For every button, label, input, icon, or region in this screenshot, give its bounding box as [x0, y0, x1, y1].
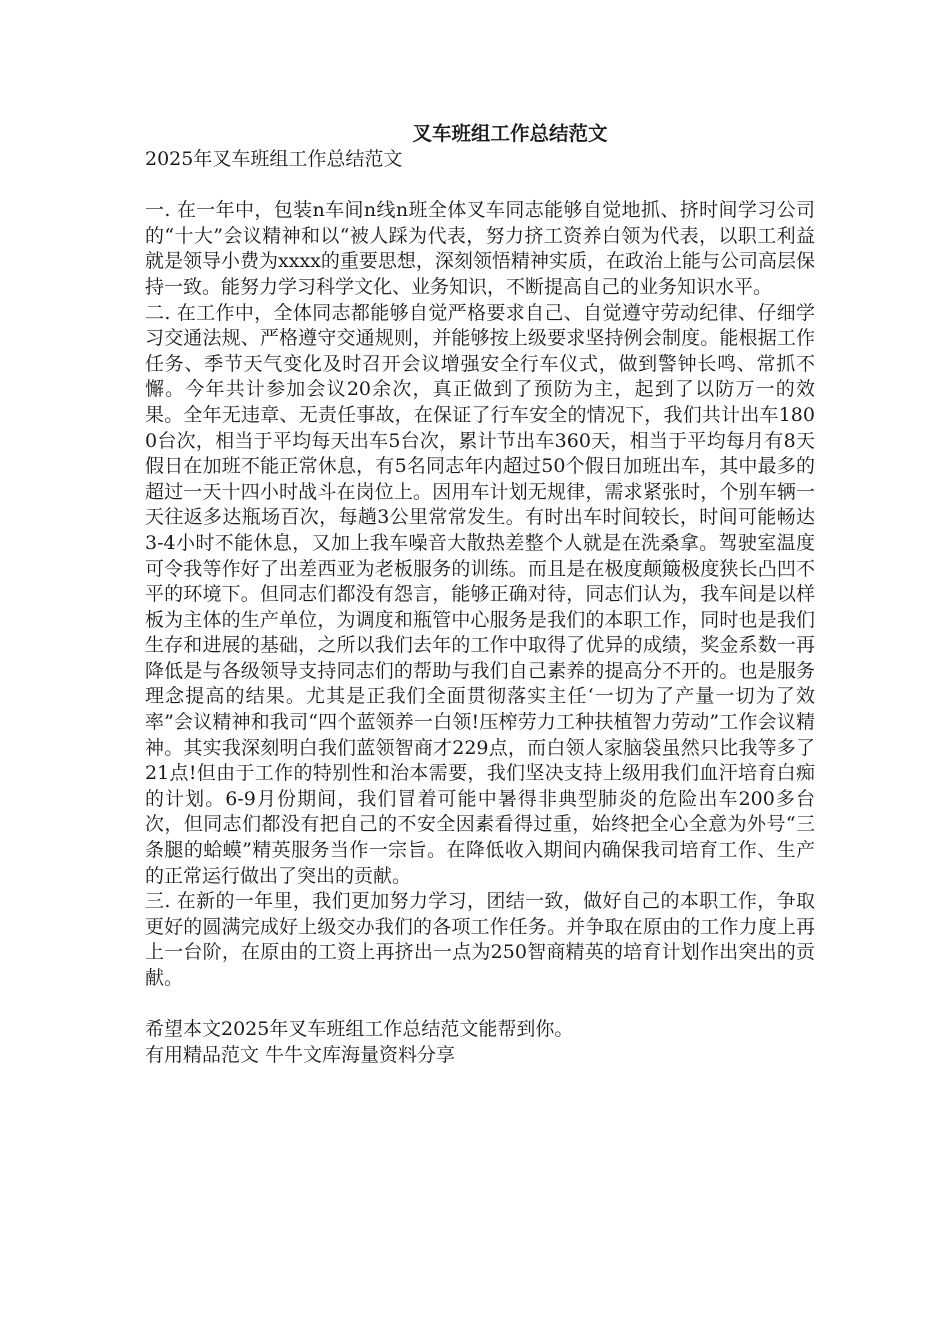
footer-line: 有用精品范文 牛牛文库海量资料分享: [145, 1043, 456, 1066]
document-title: 叉车班组工作总结范文: [412, 122, 608, 145]
blank-line: [145, 992, 815, 1018]
paragraph-one: 一. 在一年中，包装n车间n线n班全体叉车同志能够自觉地抓、挤时间学习公司的“十大”会议精神和以“被人踩为代表，努力挤工资养白领为代表，以职工利益就是领导小费为xxxx的重要思想，深刻领悟精神实质，在政治上能与公司高层保持一致。能努力学习科学文化、业务知识，不断提高自己的业务知识水平。: [145, 199, 815, 298]
document-page: [145, 120, 815, 1068]
document-subtitle: 2025年叉车班组工作总结范文: [145, 148, 403, 170]
paragraph-three: 三. 在新的一年里，我们更加努力学习，团结一致，做好自己的本职工作，争取更好的圆满完成好上级交办我们的各项工作任务。并争取在原由的工作力度上再上一台阶，在原由的工资上再挤出一点为250智商精英的培育计划作出突出的贡献。: [145, 890, 815, 989]
paragraph-two: 二. 在工作中，全体同志都能够自觉严格要求自己、自觉遵守劳动纪律、仔细学习交通法规、严格遵守交通规则，并能够按上级要求坚持例会制度。能根据工作任务、季节天气变化及时召开会议增强安全行车仪式，做到警钟长鸣、常抓不懈。今年共计参加会议20余次，真正做到了预防为主，起到了以防万一的效果。全年无违章、无责任事故，在保证了行车安全的情况下，我们共计出车1800台次，相当于平均每天出车5台次，累计节出车360天，相当于平均每月有8天假日在加班不能正常休息，有5名同志年内超过50个假日加班出车，其中最多的超过一天十四小时战斗在岗位上。因用车计划无规律，需求紧张时，个别车辆一天往返多达瓶场百次，每趟3公里常常发生。有时出车时间较长，时间可能畅达3-4小时不能休息，又加上我车噪音大散热差整个人就是在洗桑拿。驾驶室温度可令我等作好了出差西亚为老板服务的训练。而且是在极度颠簸极度狭长凸凹不平的环境下。但同志们都没有怨言，能够正确对待，同志们认为，我车间是以样板为主体的生产单位，为调度和瓶管中心服务是我们的本职工作，同时也是我们生存和进展的基础，之所以我们去年的工作中取得了优异的成绩，奖金系数一再降低是与各级领导支持同志们的帮助与我们自己素养的提高分不开的。也是服务理念提高的结果。尤其是正我们全面贯彻落实主任‘一切为了产量一切为了效率”会议精神和我司“四个蓝领养一白领!压榨劳力工种扶植智力劳动”工作会议精神。其实我深刻明白我们蓝领智商才229点，而白领人家脑袋虽然只比我等多了21点!但由于工作的特别性和治本需要，我们坚决支持上级用我们血汗培育白痴的计划。6-9月份期间，我们冒着可能中暑得非典型肺炎的危险出车200多台次，但同志们都没有把自己的不安全因素看得过重，始终把全心全意为外号“三条腿的蛤蟆”精英服务当作一宗旨。在降低收入期间内确保我司培育工作、生产的正常运行做出了突出的贡献。: [145, 301, 815, 887]
closing-line: 希望本文2025年叉车班组工作总结范文能帮到你。: [145, 1018, 574, 1041]
blank-line: [145, 173, 815, 199]
